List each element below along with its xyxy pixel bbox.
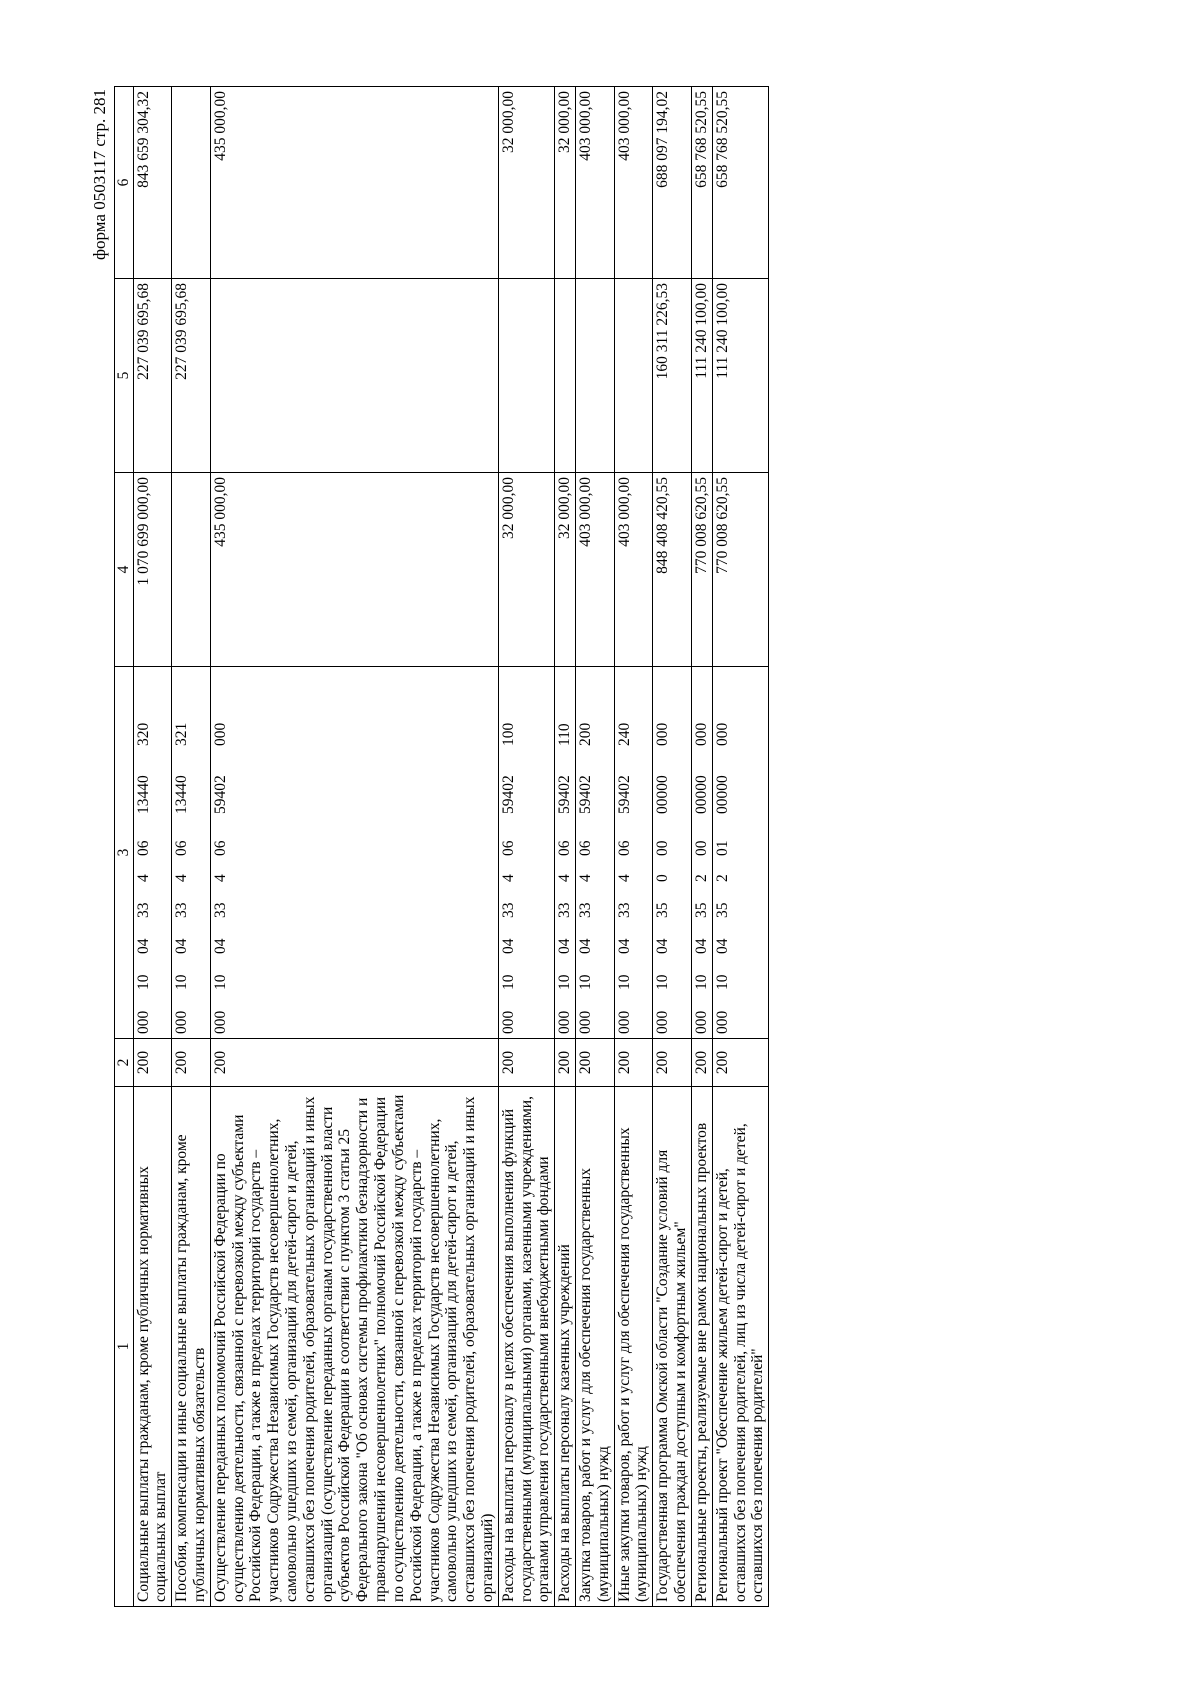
table-row: [614, 87, 653, 1607]
row-executed-amount: [210, 279, 498, 473]
row-name: Социальные выплаты гражданам, кроме публичных нормативных социальных выплат: [133, 1087, 172, 1607]
row-executed-amount: [555, 279, 576, 473]
row-budget-code: [576, 667, 615, 1039]
code-segment: 33: [134, 902, 152, 918]
code-segment: 100: [499, 722, 517, 746]
row-line-code: 200: [614, 1039, 653, 1087]
row-approved-amount: 32 000,00: [498, 473, 554, 667]
table-row: [691, 87, 712, 1607]
row-approved-amount: [172, 473, 211, 667]
code-segment: 000: [692, 722, 710, 746]
column-number: 5: [115, 279, 134, 473]
row-line-code: 200: [712, 1039, 768, 1087]
code-segment: 59402: [211, 775, 229, 814]
code-segment: 000: [654, 722, 672, 746]
code-segment: 2: [692, 874, 710, 882]
row-line-code: 200: [498, 1039, 554, 1087]
row-approved-amount: 770 008 620,55: [712, 473, 768, 667]
row-name: Иные закупки товаров, работ и услуг для обеспечения государственных (муниципальных) нужд: [614, 1087, 653, 1607]
code-segment: 04: [713, 938, 731, 954]
code-segment: 04: [499, 938, 517, 954]
row-line-code: 200: [133, 1039, 172, 1087]
code-segment: 00: [692, 840, 710, 856]
row-unexecuted-amount: 32 000,00: [555, 87, 576, 279]
row-executed-amount: 111 240 100,00: [712, 279, 768, 473]
budget-execution-table: [114, 86, 769, 1607]
table-row: [133, 87, 172, 1607]
code-segment: 2: [713, 874, 731, 882]
table-row: [653, 87, 692, 1607]
column-number: 2: [115, 1039, 134, 1087]
row-executed-amount: 227 039 695,68: [172, 279, 211, 473]
row-name: Расходы на выплаты персоналу в целях обеспечения выполнения функций государственными (муниципальными) органами, казенными учреждениями, органами управления государственными внебюджетными фондами: [498, 1087, 554, 1607]
row-unexecuted-amount: 688 097 194,02: [653, 87, 692, 279]
code-segment: 59402: [615, 775, 633, 814]
row-unexecuted-amount: 843 659 304,32: [133, 87, 172, 279]
table-row: [172, 87, 211, 1607]
table-row: [576, 87, 615, 1607]
code-segment: 4: [556, 874, 574, 882]
row-budget-code: [712, 667, 768, 1039]
column-number: 3: [115, 667, 134, 1039]
code-segment: 200: [577, 722, 594, 746]
code-segment: 33: [577, 902, 594, 918]
code-segment: 4: [615, 874, 633, 882]
code-segment: 04: [615, 938, 633, 954]
code-segment: 10: [134, 974, 152, 990]
code-segment: 000: [556, 1010, 574, 1034]
row-executed-amount: [576, 279, 615, 473]
code-segment: 04: [134, 938, 152, 954]
row-unexecuted-amount: 403 000,00: [576, 87, 615, 279]
code-segment: 000: [499, 1010, 517, 1034]
code-segment: 59402: [499, 775, 517, 814]
code-segment: 01: [713, 840, 731, 856]
code-segment: 000: [577, 1010, 594, 1034]
table-row: [712, 87, 768, 1607]
row-unexecuted-amount: [172, 87, 211, 279]
code-segment: 00000: [713, 775, 731, 814]
code-segment: 000: [134, 1010, 152, 1034]
row-executed-amount: 111 240 100,00: [691, 279, 712, 473]
row-budget-code: [498, 667, 554, 1039]
form-code: форма 0503117 стр. 281: [90, 89, 109, 260]
row-unexecuted-amount: 403 000,00: [614, 87, 653, 279]
row-approved-amount: 403 000,00: [576, 473, 615, 667]
code-segment: 240: [615, 722, 633, 746]
code-segment: 06: [615, 840, 633, 856]
column-number: 1: [115, 1087, 134, 1607]
code-segment: 110: [556, 723, 574, 746]
code-segment: 4: [211, 874, 229, 882]
code-segment: 33: [499, 902, 517, 918]
code-segment: 33: [615, 902, 633, 918]
row-executed-amount: [498, 279, 554, 473]
code-segment: 10: [577, 974, 594, 990]
code-segment: 4: [134, 874, 152, 882]
row-budget-code: [614, 667, 653, 1039]
row-unexecuted-amount: 32 000,00: [498, 87, 554, 279]
code-segment: 04: [577, 938, 594, 954]
code-segment: 10: [173, 974, 191, 990]
row-unexecuted-amount: 658 768 520,55: [691, 87, 712, 279]
code-segment: 35: [654, 902, 672, 918]
code-segment: 13440: [134, 775, 152, 814]
row-budget-code: [210, 667, 498, 1039]
code-segment: 10: [615, 974, 633, 990]
code-segment: 10: [692, 974, 710, 990]
row-executed-amount: 227 039 695,68: [133, 279, 172, 473]
code-segment: 000: [713, 722, 731, 746]
row-budget-code: [691, 667, 712, 1039]
row-budget-code: [555, 667, 576, 1039]
code-segment: 00: [654, 840, 672, 856]
code-segment: 06: [556, 840, 574, 856]
row-approved-amount: 1 070 699 000,00: [133, 473, 172, 667]
row-budget-code: [172, 667, 211, 1039]
code-segment: 000: [211, 1010, 229, 1034]
code-segment: 33: [211, 902, 229, 918]
row-line-code: 200: [691, 1039, 712, 1087]
row-approved-amount: 403 000,00: [614, 473, 653, 667]
code-segment: 4: [577, 874, 594, 882]
code-segment: 04: [654, 938, 672, 954]
row-line-code: 200: [576, 1039, 615, 1087]
row-budget-code: [653, 667, 692, 1039]
code-segment: 000: [692, 1010, 710, 1034]
code-segment: 000: [713, 1010, 731, 1034]
row-approved-amount: 435 000,00: [210, 473, 498, 667]
code-segment: 4: [499, 874, 517, 882]
row-name: Региональный проект "Обеспечение жильем детей-сирот и детей, оставшихся без попечения родителей, лиц из числа детей-сирот и детей, оставшихся без попечения родителей": [712, 1087, 768, 1607]
code-segment: 10: [211, 974, 229, 990]
row-name: Государственная программа Омской области "Создание условий для обеспечения граждан доступным и комфортным жильем": [653, 1087, 692, 1607]
table-row: [498, 87, 554, 1607]
row-name: Региональные проекты, реализуемые вне рамок национальных проектов: [691, 1087, 712, 1607]
code-segment: 10: [556, 974, 574, 990]
code-segment: 35: [692, 902, 710, 918]
code-segment: 000: [211, 722, 229, 746]
row-unexecuted-amount: 435 000,00: [210, 87, 498, 279]
row-budget-code: [133, 667, 172, 1039]
row-approved-amount: 770 008 620,55: [691, 473, 712, 667]
row-unexecuted-amount: 658 768 520,55: [712, 87, 768, 279]
row-line-code: 200: [653, 1039, 692, 1087]
code-segment: 04: [211, 938, 229, 954]
code-segment: 33: [173, 902, 191, 918]
column-number-row: [115, 87, 134, 1607]
code-segment: 04: [692, 938, 710, 954]
table-row: [555, 87, 576, 1607]
code-segment: 13440: [173, 775, 191, 814]
code-segment: 10: [654, 974, 672, 990]
code-segment: 59402: [556, 775, 574, 814]
code-segment: 10: [499, 974, 517, 990]
row-name: Расходы на выплаты персоналу казенных учреждений: [555, 1087, 576, 1607]
column-number: 6: [115, 87, 134, 279]
code-segment: 06: [499, 840, 517, 856]
code-segment: 000: [615, 1010, 633, 1034]
row-executed-amount: [614, 279, 653, 473]
code-segment: 10: [713, 974, 731, 990]
row-name: Пособия, компенсации и иные социальные выплаты гражданам, кроме публичных нормативных обязательств: [172, 1087, 211, 1607]
code-segment: 04: [556, 938, 574, 954]
code-segment: 00000: [692, 775, 710, 814]
code-segment: 06: [134, 840, 152, 856]
row-approved-amount: 848 408 420,55: [653, 473, 692, 667]
code-segment: 00000: [654, 775, 672, 814]
row-executed-amount: 160 311 226,53: [653, 279, 692, 473]
code-segment: 35: [713, 902, 731, 918]
code-segment: 0: [654, 874, 672, 882]
row-line-code: 200: [555, 1039, 576, 1087]
row-line-code: 200: [172, 1039, 211, 1087]
code-segment: 000: [654, 1010, 672, 1034]
code-segment: 33: [556, 902, 574, 918]
code-segment: 06: [173, 840, 191, 856]
column-number: 4: [115, 473, 134, 667]
code-segment: 06: [577, 840, 594, 856]
row-name: Закупка товаров, работ и услуг для обеспечения государственных (муниципальных) нужд: [576, 1087, 615, 1607]
code-segment: 06: [211, 840, 229, 856]
row-name: Осуществление переданных полномочий Российской Федерации по осуществлению деятельности, связанной с перевозкой между субъектами Российской Федерации, а также в пределах территорий государств – участников Содружества Независимых Государств несовершеннолетних, самовольно ушедших из семей, организаций для детей-сирот и детей, оставшихся без попечения родителей, образовательных организаций и иных организаций (осуществление переданных органам государственной власти субъектов Российской Федерации в соответствии с пунктом 3 статьи 25 Федерального закона "Об основах системы профилактики безнадзорности и правонарушений несовершеннолетних" полномочий Российской Федерации по осуществлению деятельности, связанной с перевозкой между субъектами Российской Федерации, а также в пределах территорий государств – участников Содружества Независимых Государств несовершеннолетних, самовольно ушедших из семей, организаций для детей-сирот и детей, оставшихся без попечения родителей, образовательных организаций и иных организаций): [210, 1087, 498, 1607]
report-page: [90, 87, 1140, 1607]
row-line-code: 200: [210, 1039, 498, 1087]
code-segment: 320: [134, 722, 152, 746]
table-row: [210, 87, 498, 1607]
code-segment: 04: [173, 938, 191, 954]
code-segment: 59402: [577, 775, 594, 814]
code-segment: 000: [173, 1010, 191, 1034]
row-approved-amount: 32 000,00: [555, 473, 576, 667]
code-segment: 321: [173, 722, 191, 746]
code-segment: 4: [173, 874, 191, 882]
